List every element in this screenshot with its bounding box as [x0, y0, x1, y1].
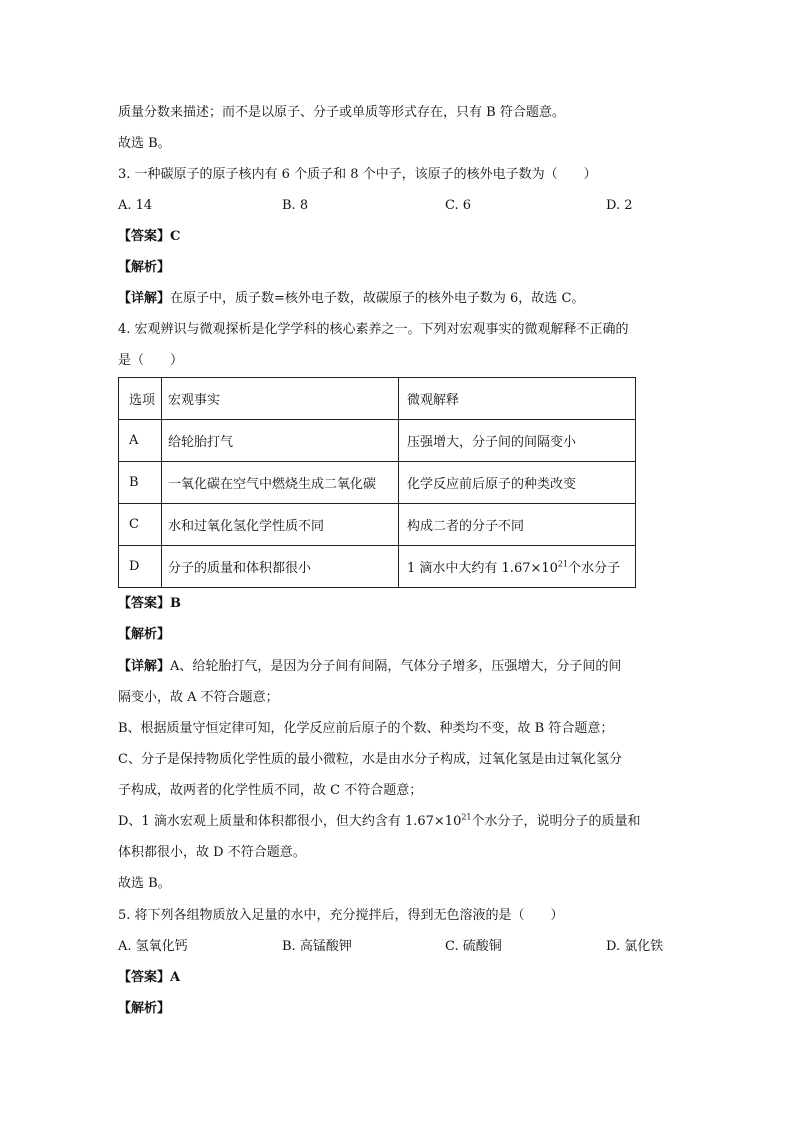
q5-option-d: D. 氯化铁 — [606, 939, 664, 954]
q4-detail-b: B、根据质量守恒定律可知，化学反应前后原子的个数、种类均不变，故 B 符合题意； — [118, 721, 614, 736]
q4-detail-c-2: 子构成，故两者的化学性质不同，故 C 不符合题意； — [118, 783, 423, 798]
text-line: 质量分数来描述；而不是以原子、分子或单质等形式存在，只有 B 符合题意。 — [118, 105, 565, 120]
q5-option-c: C. 硫酸铜 — [445, 939, 502, 954]
q4-detail-a-2: 隔变小，故 A 不符合题意； — [118, 690, 279, 705]
detail-label: 【详解】 — [118, 659, 171, 674]
detail-text: A、给轮胎打气，是因为分子间有间隔，气体分子增多，压强增大，分子间的间 — [170, 659, 622, 674]
table-row — [119, 546, 636, 588]
detail-text: 在原子中，质子数=核外电子数，故碳原子的核外电子数为 6，故选 C。 — [170, 291, 585, 306]
table-cell: A — [119, 420, 162, 462]
q4-detail-d-2: 体积都很小，故 D 不符合题意。 — [118, 845, 306, 860]
question-5: 5. 将下列各组物质放入足量的水中，充分搅拌后，得到无色溶液的是（ ） — [118, 908, 564, 923]
q4-detail-a-1 — [118, 657, 621, 677]
table-cell: C — [119, 504, 162, 546]
q4-detail-d-1 — [118, 812, 641, 832]
q4-analysis-label: 【解析】 — [118, 627, 171, 642]
table-cell: 化学反应前后原子的种类改变 — [399, 462, 636, 504]
table-cell: 给轮胎打气 — [162, 420, 399, 462]
table-cell: B — [119, 462, 162, 504]
question-3: 3. 一种碳原子的原子核内有 6 个质子和 8 个中子，该原子的核外电子数为（ ） — [118, 167, 597, 182]
q4-detail-c-1: C、分子是保持物质化学性质的最小微粒，水是由水分子构成，过氧化氢是由过氧化氢分 — [118, 752, 622, 767]
table-header-cell: 宏观事实 — [162, 378, 399, 420]
table-header-cell: 微观解释 — [399, 378, 636, 420]
table-cell: 压强增大，分子间的间隔变小 — [399, 420, 636, 462]
detail-label: 【详解】 — [118, 291, 171, 306]
q3-option-a: A. 14 — [118, 198, 153, 213]
superscript: 21 — [461, 812, 472, 822]
q3-analysis-label: 【解析】 — [118, 260, 171, 275]
table-row — [119, 504, 636, 546]
table-cell: D — [119, 546, 162, 588]
cell-text: 1 滴水中大约有 1.67×10 — [407, 561, 558, 576]
table-cell: 水和过氧化氢化学性质不同 — [162, 504, 399, 546]
table-cell: 一氧化碳在空气中燃烧生成二氧化碳 — [162, 462, 399, 504]
q3-answer: 【答案】C — [118, 229, 181, 244]
q3-option-d: D. 2 — [606, 198, 633, 213]
q5-answer: 【答案】A — [118, 970, 181, 985]
superscript: 21 — [557, 559, 569, 569]
q5-option-b: B. 高锰酸钾 — [282, 939, 352, 954]
q4-answer: 【答案】B — [118, 596, 181, 611]
cell-text: 个水分子 — [568, 561, 621, 576]
detail-text: 个水分子，说明分子的质量和 — [471, 814, 641, 829]
table-row — [119, 462, 636, 504]
table-cell — [399, 546, 636, 588]
q3-option-c: C. 6 — [445, 198, 472, 213]
text-line: 故选 B。 — [118, 136, 171, 151]
table-row — [119, 420, 636, 462]
table-cell: 分子的质量和体积都很小 — [162, 546, 399, 588]
q5-analysis-label: 【解析】 — [118, 1001, 171, 1016]
table-header-cell: 选项 — [119, 378, 162, 420]
table-cell: 构成二者的分子不同 — [399, 504, 636, 546]
q3-detail — [118, 289, 584, 309]
question-4-line-2: 是（ ） — [118, 353, 184, 368]
question-4-line-1: 4. 宏观辨识与微观探析是化学学科的核心素养之一。下列对宏观事实的微观解释不正确的 — [118, 322, 629, 337]
q3-option-b: B. 8 — [282, 198, 309, 213]
q4-conclusion: 故选 B。 — [118, 876, 171, 891]
detail-text: D、1 滴水宏观上质量和体积都很小，但大约含有 1.67×10 — [118, 814, 462, 829]
table-header-row — [119, 378, 636, 420]
q4-table — [118, 377, 636, 588]
q5-option-a: A. 氢氧化钙 — [118, 939, 188, 954]
